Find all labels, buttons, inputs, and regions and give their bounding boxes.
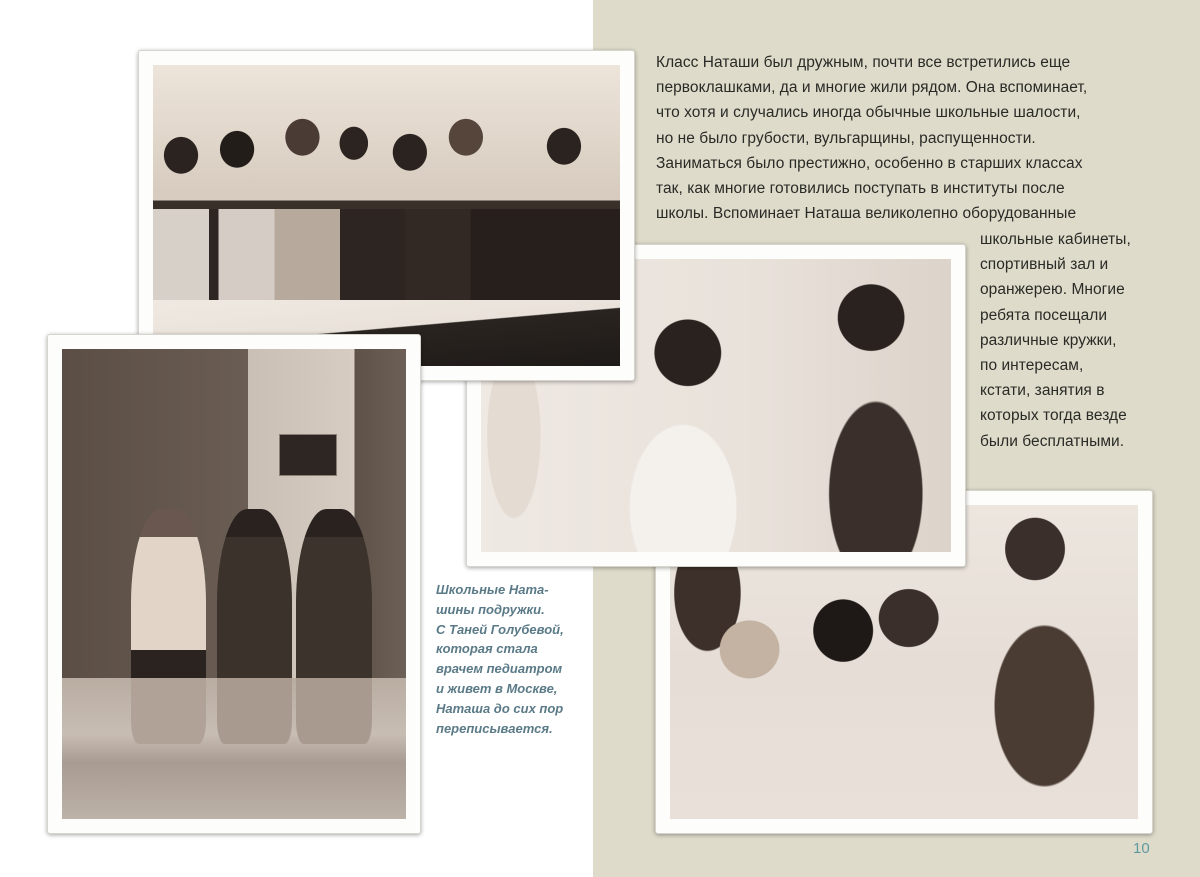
caption-line: Наташа до сих пор [436, 700, 564, 716]
main-paragraph [656, 50, 1176, 226]
school-plaque [279, 434, 337, 476]
caption-line: и живет в Москве, [436, 680, 558, 696]
main-text-line: что хотя и случались иногда обычные школьные шалости, [656, 104, 1081, 122]
main-text-line: Заниматься было престижно, особенно в старших классах [656, 154, 1083, 172]
side-text-line: школьные кабинеты, [980, 231, 1131, 248]
main-text-line: первоклашками, да и многие жили рядом. Она вспоминает, [656, 79, 1088, 97]
photo-school-entrance-image [62, 349, 406, 819]
photo-caption [436, 580, 596, 738]
caption-line: которая стала [436, 641, 538, 657]
main-text-line: Класс Наташи был дружным, почти все встретились еще [656, 54, 1071, 71]
side-text-line: были бесплатными. [980, 432, 1125, 450]
caption-line: Школьные Ната- [436, 582, 549, 597]
side-paragraph [980, 227, 1180, 454]
main-text-line: но не было грубости, вульгарщины, распущенности. [656, 129, 1036, 147]
caption-line: С Таней Голубевой, [436, 621, 564, 637]
girl-right [296, 509, 372, 744]
photo-school-entrance [47, 334, 421, 834]
side-text-line: кстати, занятия в [980, 382, 1105, 400]
caption-line: переписывается. [436, 720, 553, 736]
photo-class-group-image [153, 65, 620, 366]
caption-line: врачем педиатром [436, 661, 563, 677]
girl-left [131, 509, 207, 744]
photo-class-group [138, 50, 635, 381]
main-text-line: так, как многие готовились поступать в институты после [656, 180, 1065, 198]
seated-students [153, 209, 620, 305]
caption-line: шины подружки. [436, 601, 545, 617]
side-text-line: ребята посещали [980, 306, 1108, 324]
side-text-line: различные кружки, [980, 331, 1117, 349]
girl-middle [217, 509, 293, 744]
side-text-line: оранжерею. Многие [980, 281, 1125, 299]
main-text-line: школы. Вспоминает Наташа великолепно оборудованные [656, 205, 1077, 223]
side-text-line: спортивный зал и [980, 256, 1109, 274]
side-text-line: по интересам, [980, 357, 1084, 375]
side-text-line: которых тогда везде [980, 407, 1127, 425]
page-number: 10 [1133, 840, 1150, 857]
